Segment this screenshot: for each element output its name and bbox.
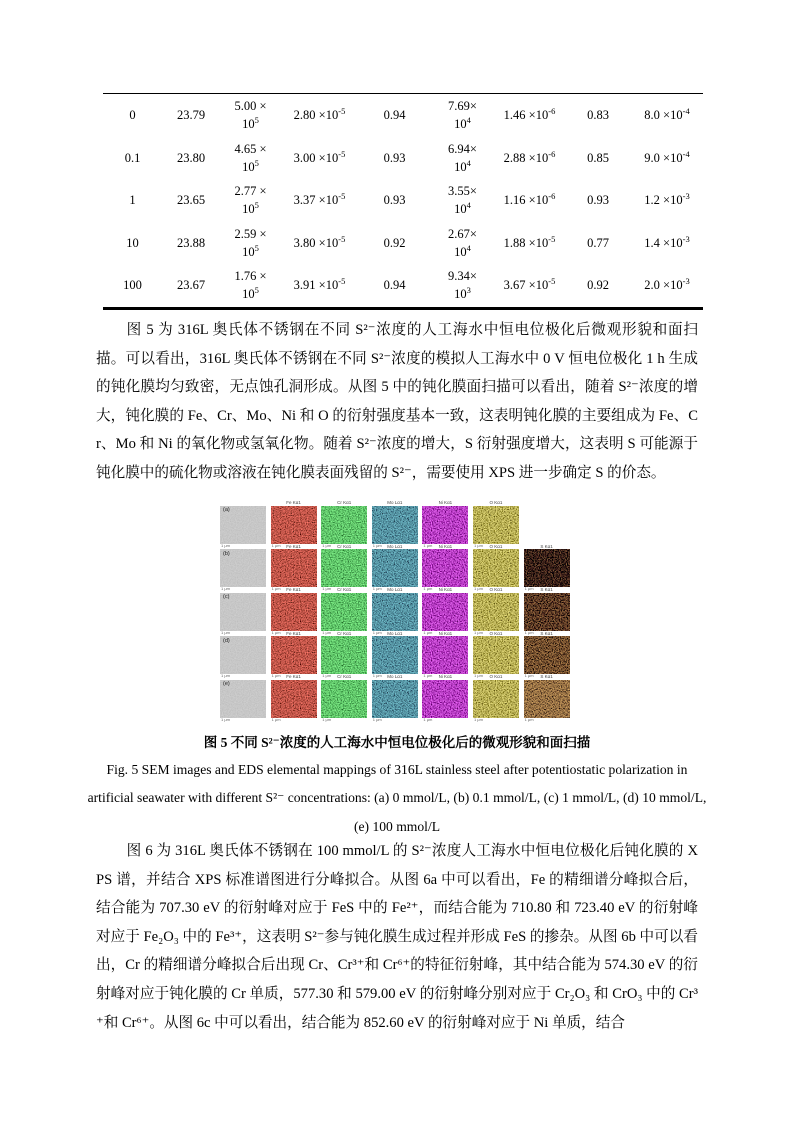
eds-panel-label: Cr Kα1 (337, 587, 352, 592)
panel-noise-image (473, 549, 519, 587)
figure-row (220, 674, 572, 722)
scale-bar-label: 1 μm (524, 673, 534, 679)
scale-bar-label: 1 μm (473, 716, 483, 722)
eds-map-panel-fe (271, 587, 317, 635)
table-row (103, 179, 703, 222)
table-cell: 0.77 (587, 235, 609, 250)
table-cell: 0 (129, 108, 136, 123)
eds-map-panel-cr (321, 630, 367, 679)
eds-panel-label: Fe Kα1 (286, 543, 301, 549)
table-cell: $2.88 \times 10^{-6}$ (503, 148, 556, 165)
eds-panel-label: S Kα1 (540, 543, 553, 549)
table-cell: 0.92 (383, 235, 406, 250)
eds-map-panel-fe (271, 543, 317, 592)
eds-map-panel-cr (321, 543, 367, 592)
table-cell: 0.94 (383, 278, 406, 293)
scale-bar-label: 1 μm (322, 716, 332, 722)
panel-noise-image (422, 636, 468, 674)
sem-panel (220, 587, 266, 635)
table-cell: $9.0 \times 10^{-4}$ (644, 148, 690, 165)
eds-map-panel-mo (372, 500, 418, 548)
panel-noise-image (422, 549, 468, 587)
panel-noise-image (271, 506, 317, 544)
scale-bar-label: 1 μm (271, 629, 281, 635)
scale-bar-label: 1 μm (524, 586, 534, 592)
scale-bar-label: 1 μm (473, 629, 483, 635)
table-row (103, 94, 703, 137)
eds-map-panel-s3 (524, 630, 570, 679)
table-cell: 6.94× $10^4$ (448, 141, 477, 174)
table-cell: 10 (126, 235, 139, 250)
scale-bar-label: 1 μm (271, 716, 281, 722)
table-cell: $1.4 \times 10^{-3}$ (644, 233, 690, 250)
panel-noise-image (473, 680, 519, 718)
body-paragraph-fig6: 图 6 为 316L 奥氏体不锈钢在 100 mmol/L 的 S²⁻浓度人工海水中恒电位极化后钝化膜的 XPS 谱，并结合 XPS 标准谱图进行分峰拟合。从图 6a 中可以看出，Fe 的精细谱分峰拟合后，结合能为 707.30 eV 的衍射峰对应于 FeS 中的 Fe²⁺，而结合能为 710.80 和 723.40 eV 的衍射峰对应于 Fe₂O₃ 中的 Fe³⁺，这表明 S²⁻参与钝化膜生成过程并形成 FeS 的掺杂。从图 6b 中可以看出，Cr 的精细谱分峰拟合后出现 Cr、Cr³⁺和 Cr⁶⁺的特征衍射峰，其中结合能为 574.30 eV 的衍射峰对应于钝化膜的 Cr 单质，577.30 和 579.00 eV 的衍射峰分别对应于 Cr₂O₃ 和 CrO₃ 中的 Cr³⁺和 Cr⁶⁺。从图 6c 中可以看出，结合能为 852.60 eV 的衍射峰对应于 Ni 单质，结合 (96, 843, 698, 1031)
table-cell: $2.0 \times 10^{-3}$ (644, 276, 690, 293)
table-cell: $8.0 \times 10^{-4}$ (644, 106, 690, 123)
eds-panel-label: Ni Kα1 (438, 630, 453, 636)
table-cell: 3.55× $10^4$ (448, 184, 477, 217)
table-cell: 5.00 × $10^5$ (234, 99, 267, 132)
table-cell: 23.88 (176, 235, 206, 250)
eds-panel-label: Mo Lα1 (387, 674, 403, 679)
scale-bar-label: 1 μm (372, 586, 382, 592)
eds-map-panel-ni (422, 630, 468, 679)
table-row (103, 264, 703, 308)
panel-noise-image (321, 549, 367, 587)
scale-bar-label: 1 μm (372, 542, 382, 548)
panel-noise-image (524, 680, 570, 718)
panel-noise-image (271, 549, 317, 587)
table-cell: 2.59 × $10^5$ (234, 226, 267, 259)
eds-panel-label: Cr Kα1 (337, 500, 352, 505)
scale-bar-label: 1 μm (271, 586, 281, 592)
eds-map-panel-ni (422, 587, 468, 635)
scale-bar-label: 1 μm (271, 673, 281, 679)
eds-map-panel-fe (271, 630, 317, 679)
panel-noise-image (321, 506, 367, 544)
caption-en-line3: (e) 100 mmol/L (353, 818, 441, 834)
eds-panel-label: Fe Kα1 (286, 674, 301, 679)
panel-letter-label: (b) (223, 550, 230, 557)
panel-noise-image (422, 593, 468, 631)
scale-bar-label: 1 μm (221, 716, 230, 722)
scale-bar-label: 1 μm (524, 629, 534, 635)
eds-panel-label: O Kα1 (489, 543, 503, 549)
panel-noise-image (372, 593, 418, 631)
scale-bar-label: 1 μm (423, 586, 433, 592)
eds-panel-label: Mo Lα1 (387, 543, 403, 549)
scale-bar-label: 1 μm (423, 716, 433, 722)
table-cell: $2.80 \times 10^{-5}$ (293, 106, 346, 123)
table-cell: 0.1 (124, 150, 141, 165)
panel-noise-image (422, 680, 468, 718)
eds-map-panel-o (473, 674, 519, 722)
figure-row (220, 630, 572, 679)
table-cell: 0.93 (383, 150, 406, 165)
table-cell: 0.93 (383, 193, 406, 208)
table-cell: 23.67 (176, 278, 206, 293)
sem-panel (220, 631, 266, 679)
table-cell: $3.37 \times 10^{-5}$ (293, 191, 346, 208)
eds-panel-label: S Kα1 (540, 630, 553, 636)
panel-noise-image (473, 636, 519, 674)
eds-panel-label: Mo Lα1 (387, 500, 403, 505)
panel-noise-image (422, 506, 468, 544)
figure5-caption-chinese: 图 5 不同 S²⁻浓度的人工海水中恒电位极化后的微观形貌和面扫描 (203, 735, 591, 750)
panel-noise-image (271, 680, 317, 718)
table-cell: $1.2 \times 10^{-3}$ (644, 191, 690, 208)
sem-panel (220, 500, 266, 548)
eds-map-panel-cr (321, 500, 367, 548)
figure5-sem-eds-grid (220, 500, 572, 722)
eds-map-panel-ni (422, 543, 468, 592)
eds-map-panel-fe (271, 500, 317, 548)
eds-panel-label: O Kα1 (489, 630, 503, 636)
eds-panel-label: Mo Lα1 (387, 630, 403, 636)
eds-panel-label: S Kα1 (540, 674, 553, 679)
eds-map-panel-mo (372, 630, 418, 679)
scale-bar-label: 1 μm (473, 586, 483, 592)
scale-bar-label: 1 μm (473, 673, 483, 679)
figure-row (220, 587, 572, 635)
eds-panel-label: Ni Kα1 (438, 543, 453, 549)
table-cell: $1.46 \times 10^{-6}$ (503, 106, 556, 123)
scale-bar-label: 1 μm (322, 673, 332, 679)
scale-bar-label: 1 μm (221, 586, 230, 592)
table-cell: $3.67 \times 10^{-5}$ (503, 276, 556, 293)
table-cell: 0.83 (587, 108, 609, 123)
eds-map-panel-ni (422, 674, 468, 722)
panel-letter-label: (a) (223, 507, 230, 513)
scale-bar-label: 1 μm (271, 542, 281, 548)
table-cell: 23.79 (176, 108, 206, 123)
eds-map-panel-mo (372, 543, 418, 592)
panel-noise-image (372, 549, 418, 587)
eis-table (103, 93, 703, 310)
table-cell: $1.88 \times 10^{-5}$ (503, 233, 556, 250)
caption-en-line2: artificial seawater with different S²⁻ concentrations: (a) 0 mmol/L, (b) 0.1 mmol/L, (c) 1 mmol/L, (d) 10 mmol/L, (87, 790, 707, 806)
panel-letter-label: (e) (223, 681, 230, 687)
table-cell: $3.00 \times 10^{-5}$ (293, 148, 346, 165)
table-cell: 4.65 × $10^5$ (234, 141, 267, 174)
eds-map-panel-o (473, 587, 519, 635)
table-cell: $3.91 \times 10^{-5}$ (293, 276, 346, 293)
table-cell: 0.92 (587, 278, 609, 293)
eds-panel-label: Cr Kα1 (337, 630, 352, 636)
eds-map-panel-cr (321, 674, 367, 722)
eds-panel-label: Fe Kα1 (286, 500, 301, 505)
eds-panel-label: O Kα1 (489, 500, 503, 505)
table-cell: 2.67× $10^4$ (448, 226, 477, 259)
figure-row (220, 543, 572, 592)
scale-bar-label: 1 μm (372, 673, 382, 679)
table-cell: $3.80 \times 10^{-5}$ (293, 233, 346, 250)
table-row (103, 222, 703, 265)
scale-bar-label: 1 μm (423, 542, 433, 548)
scale-bar-label: 1 μm (473, 542, 483, 548)
table-cell: 23.80 (176, 150, 206, 165)
panel-noise-image (321, 593, 367, 631)
eds-panel-label: Fe Kα1 (286, 630, 301, 636)
table-cell: 100 (123, 278, 142, 293)
eds-map-panel-mo (372, 674, 418, 722)
caption-en-line1: Fig. 5 SEM images and EDS elemental mappings of 316L stainless steel after potentiostatic polarization in (106, 762, 688, 777)
panel-noise-image (321, 680, 367, 718)
sem-panel (220, 674, 266, 722)
eis-fitting-table (103, 93, 703, 310)
panel-noise-image (321, 636, 367, 674)
eds-map-panel-o (473, 500, 519, 548)
panel-noise-image (271, 636, 317, 674)
eds-panel-label: Cr Kα1 (337, 543, 352, 549)
figure5-caption-english (63, 756, 731, 841)
scale-bar-label: 1 μm (221, 629, 230, 635)
table-cell: 0.94 (383, 108, 406, 123)
panel-noise-image (271, 593, 317, 631)
table-cell: 7.69× $10^4$ (448, 99, 477, 132)
eds-panel-label: Cr Kα1 (337, 674, 352, 679)
scale-bar-label: 1 μm (372, 629, 382, 635)
eds-map-panel-fe (271, 674, 317, 722)
scale-bar-label: 1 μm (423, 673, 433, 679)
eds-panel-label: Mo Lα1 (387, 587, 403, 592)
eds-panel-label: O Kα1 (489, 587, 503, 592)
eds-panel-label: Ni Kα1 (438, 587, 453, 592)
scale-bar-label: 1 μm (423, 629, 433, 635)
table-cell: 0.85 (587, 150, 609, 165)
eds-map-panel-cr (321, 587, 367, 635)
scale-bar-label: 1 μm (372, 716, 382, 722)
panel-noise-image (473, 506, 519, 544)
eds-map-panel-mo (372, 587, 418, 635)
table-row (103, 137, 703, 180)
table-cell: 9.34× $10^3$ (448, 269, 477, 302)
table-cell: 1.76 × $10^5$ (234, 269, 267, 302)
eds-map-panel-o (473, 543, 519, 592)
panel-letter-label: (c) (223, 594, 230, 600)
panel-letter-label: (d) (223, 637, 230, 644)
eds-panel-label: Ni Kα1 (438, 674, 453, 679)
table-cell: 1 (129, 193, 136, 208)
eds-panel-label: S Kα1 (540, 587, 553, 592)
eds-map-panel-s4 (524, 674, 570, 722)
table-cell: 0.93 (587, 193, 609, 208)
eds-panel-label: O Kα1 (489, 674, 503, 679)
panel-noise-image (372, 636, 418, 674)
table-cell: $1.16 \times 10^{-6}$ (503, 191, 556, 208)
scale-bar-label: 1 μm (221, 542, 230, 548)
body-paragraph-fig5: 图 5 为 316L 奥氏体不锈钢在不同 S²⁻浓度的人工海水中恒电位极化后微观形貌和面扫描。可以看出，316L 奥氏体不锈钢在不同 S²⁻浓度的模拟人工海水中 0 V 恒电位极化 1 h 生成的钝化膜均匀致密，无点蚀孔洞形成。从图 5 中的钝化膜面扫描可以看出，随着 S²⁻浓度的增大，钝化膜的 Fe、Cr、Mo、Ni 和 O 的衍射强度基本一致，这表明钝化膜的主要组成为 Fe、Cr、Mo 和 Ni 的氧化物或氢氧化物。随着 S²⁻浓度的增大，S 衍射强度增大，这表明 S 可能源于钝化膜中的硫化物或溶液在钝化膜表面残留的 S²⁻，需要使用 XPS 进一步确定 S 的价态。 (96, 322, 698, 481)
scale-bar-label: 1 μm (221, 673, 230, 679)
eds-map-panel-ni (422, 500, 468, 548)
panel-noise-image (473, 593, 519, 631)
panel-noise-image (372, 506, 418, 544)
table-cell: 23.65 (176, 193, 206, 208)
scale-bar-label: 1 μm (322, 586, 332, 592)
scale-bar-label: 1 μm (322, 629, 332, 635)
scale-bar-label: 1 μm (524, 716, 534, 722)
panel-noise-image (524, 593, 570, 631)
eds-map-panel-o (473, 630, 519, 679)
table-cell: 2.77 × $10^5$ (234, 184, 267, 217)
panel-noise-image (524, 636, 570, 674)
eis-table-body (103, 94, 703, 309)
eds-map-panel-s1 (524, 543, 570, 592)
scale-bar-label: 1 μm (322, 542, 332, 548)
panel-noise-image (372, 680, 418, 718)
panel-noise-image (524, 549, 570, 587)
sem-panel (220, 544, 266, 592)
eds-panel-label: Ni Kα1 (438, 500, 453, 505)
eds-map-panel-s2 (524, 587, 570, 635)
eds-panel-label: Fe Kα1 (286, 587, 301, 592)
